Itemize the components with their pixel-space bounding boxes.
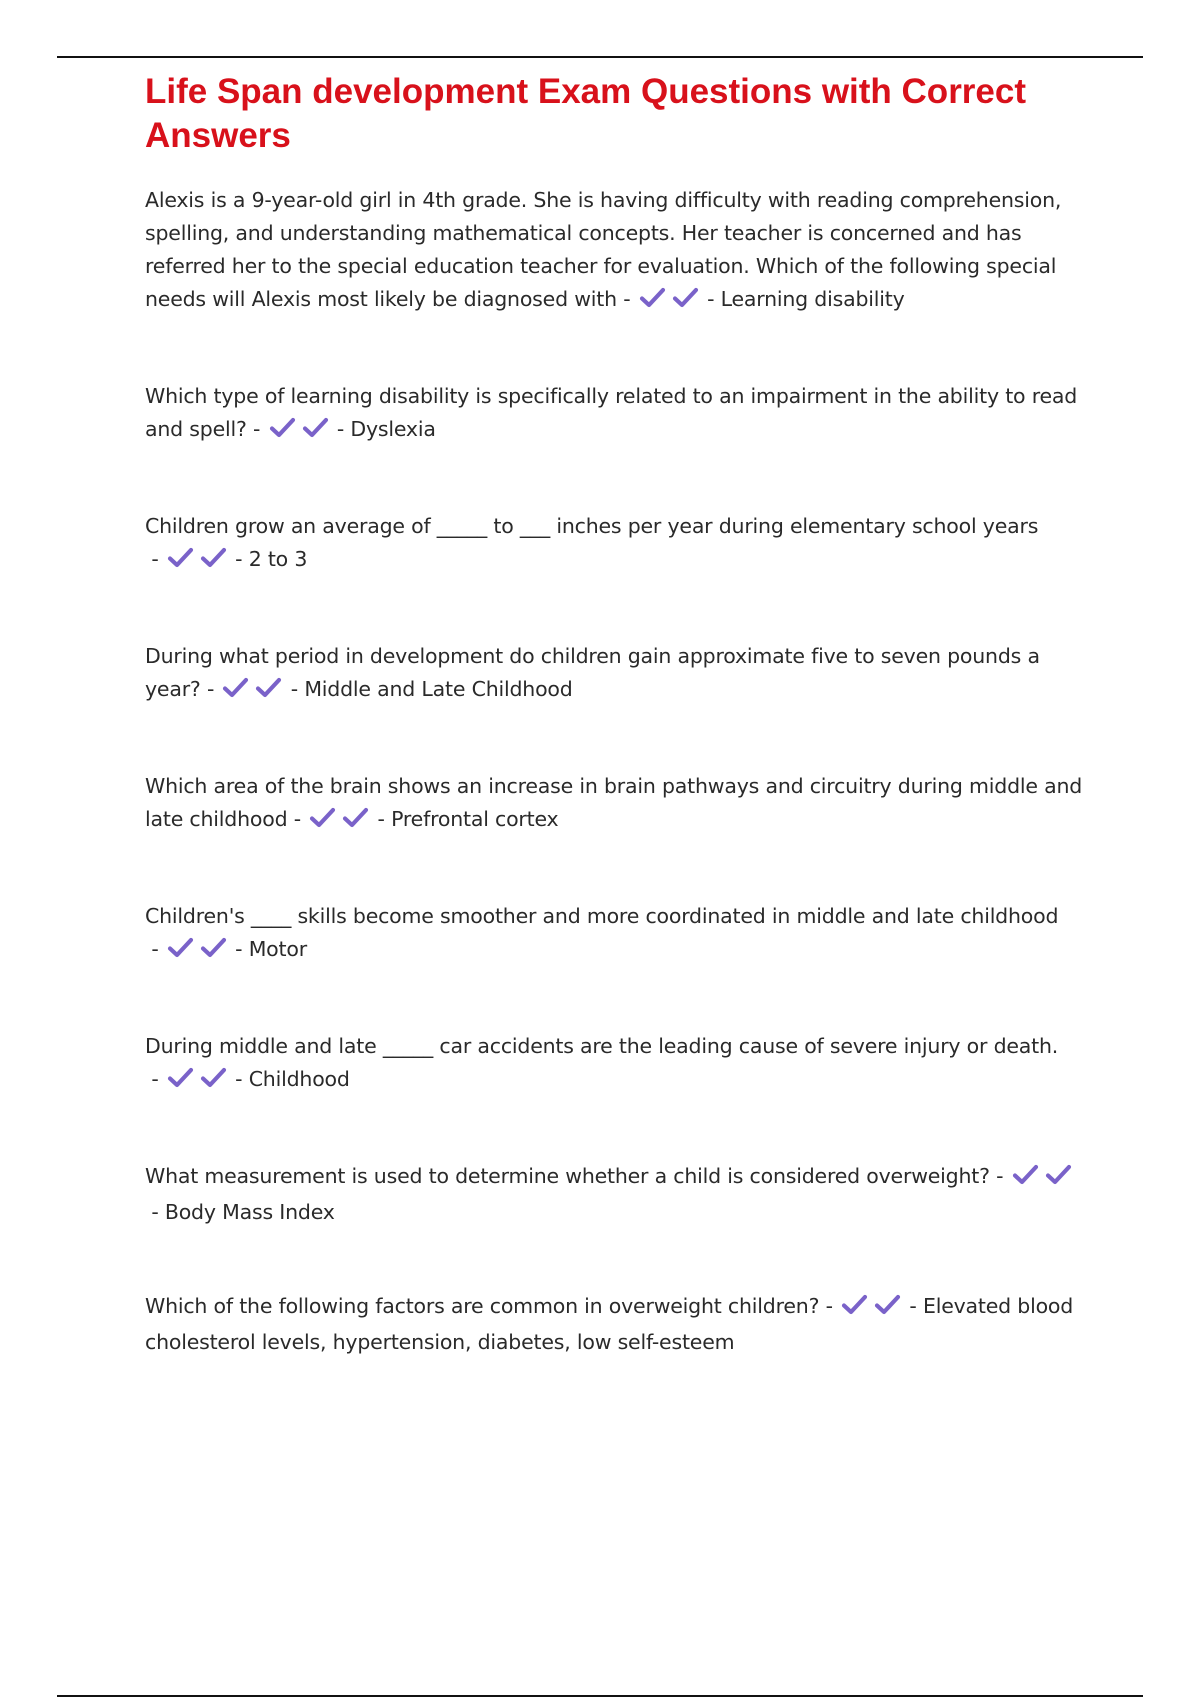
checkmark-icon	[269, 417, 296, 439]
separator: -	[145, 1067, 165, 1091]
qa-item	[145, 1030, 1095, 1099]
answer-text: Middle and Late Childhood	[304, 677, 573, 701]
question-text: Children grow an average of _____ to ___ inches per year during elementary school years	[145, 514, 1039, 538]
answer-marker	[167, 1066, 227, 1099]
answer-marker	[841, 1293, 901, 1326]
separator: -	[200, 677, 221, 701]
checkmark-icon	[200, 547, 227, 569]
answer-text: Learning disability	[720, 287, 905, 311]
answer-marker	[1012, 1163, 1072, 1196]
checkmark-icon	[1045, 1164, 1072, 1186]
checkmark-icon	[874, 1294, 901, 1316]
answer-text: Elevated blood cholesterol levels, hypertension, diabetes, low self-esteem	[145, 1294, 1074, 1354]
checkmark-icon	[167, 1067, 194, 1089]
question-text: During middle and late _____ car accidents are the leading cause of severe injury or death.	[145, 1034, 1059, 1058]
document-title: Life Span development Exam Questions with Correct Answers	[145, 72, 1027, 155]
qa-item	[145, 510, 1095, 579]
answer-marker	[639, 286, 699, 319]
answer-text: 2 to 3	[248, 547, 308, 571]
separator: -	[145, 547, 165, 571]
answer-marker	[167, 936, 227, 969]
separator: -	[371, 807, 392, 831]
separator: -	[246, 417, 267, 441]
qa-list	[145, 184, 1095, 1359]
separator: -	[700, 287, 721, 311]
checkmark-icon	[302, 417, 329, 439]
separator: -	[145, 1200, 165, 1224]
answer-text: Childhood	[248, 1067, 350, 1091]
qa-item	[145, 770, 1095, 839]
qa-item	[145, 184, 1095, 319]
checkmark-icon	[841, 1294, 868, 1316]
question-text: What measurement is used to determine whether a child is considered overweight?	[145, 1164, 990, 1188]
checkmark-icon	[167, 937, 194, 959]
qa-item	[145, 900, 1095, 969]
qa-item	[145, 380, 1095, 449]
qa-item	[145, 1290, 1095, 1359]
header-rule	[57, 56, 1143, 58]
checkmark-icon	[639, 287, 666, 309]
separator: -	[228, 547, 249, 571]
qa-item	[145, 1160, 1095, 1229]
checkmark-icon	[222, 677, 249, 699]
checkmark-icon	[255, 677, 282, 699]
question-text: Which of the following factors are common in overweight children?	[145, 1294, 820, 1318]
question-text: During what period in development do children gain approximate five to seven pounds a year?	[145, 644, 1040, 701]
separator: -	[228, 937, 249, 961]
answer-text: Prefrontal cortex	[391, 807, 559, 831]
checkmark-icon	[672, 287, 699, 309]
document-body	[145, 70, 1095, 1420]
separator: -	[228, 1067, 249, 1091]
answer-text: Motor	[248, 937, 307, 961]
separator: -	[330, 417, 351, 441]
checkmark-icon	[200, 937, 227, 959]
separator: -	[989, 1164, 1010, 1188]
separator: -	[903, 1294, 923, 1318]
answer-text: Body Mass Index	[164, 1200, 335, 1224]
answer-marker	[269, 416, 329, 449]
answer-text: Dyslexia	[350, 417, 436, 441]
question-text: Which type of learning disability is specifically related to an impairment in the ability to read and spell?	[145, 384, 1078, 441]
checkmark-icon	[167, 547, 194, 569]
answer-marker	[309, 806, 369, 839]
question-text: Children's ____ skills become smoother and more coordinated in middle and late childhood	[145, 904, 1059, 928]
separator: -	[819, 1294, 840, 1318]
qa-item	[145, 640, 1095, 709]
footer-rule	[57, 1695, 1143, 1697]
checkmark-icon	[1012, 1164, 1039, 1186]
checkmark-icon	[200, 1067, 227, 1089]
question-text: Alexis is a 9-year-old girl in 4th grade. She is having difficulty with reading comprehension, spelling, and understanding mathematical concepts. Her teacher is concerned and has referred her to the special education teacher for evaluation. Which of the following special needs will Alexis most likely be diagnosed with	[145, 188, 1062, 311]
separator: -	[287, 807, 308, 831]
separator: -	[145, 937, 165, 961]
separator: -	[284, 677, 305, 701]
separator: -	[616, 287, 637, 311]
answer-marker	[222, 676, 282, 709]
checkmark-icon	[342, 807, 369, 829]
answer-marker	[167, 546, 227, 579]
checkmark-icon	[309, 807, 336, 829]
question-text: Which area of the brain shows an increase in brain pathways and circuitry during middle and late childhood	[145, 774, 1083, 831]
